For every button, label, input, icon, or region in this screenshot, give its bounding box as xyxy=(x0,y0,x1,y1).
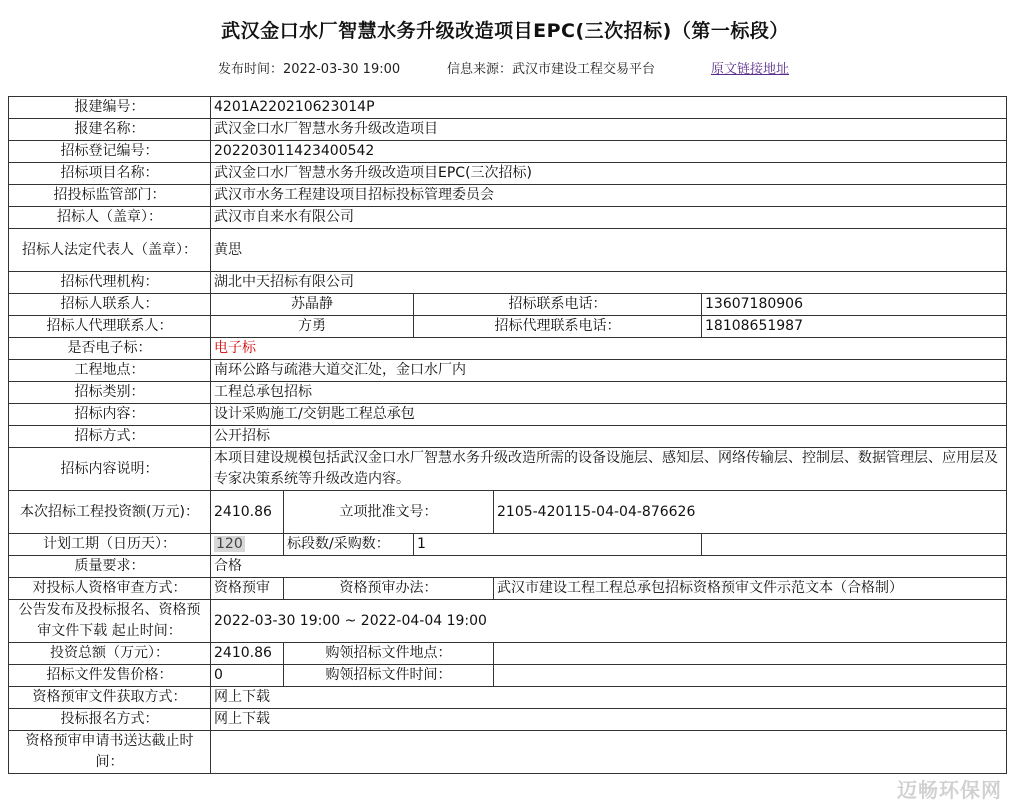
value-legal-rep: 黄思 xyxy=(211,229,1007,272)
value-tender-phone: 13607180906 xyxy=(702,294,1007,316)
label-tender-category: 招标类别： xyxy=(9,382,211,404)
label-document-time: 购领招标文件时间： xyxy=(284,665,494,687)
value-agency: 湖北中天招标有限公司 xyxy=(211,272,1007,294)
label-section-count: 标段数/采购数： xyxy=(284,534,414,556)
label-prequalification-method: 资格预审办法： xyxy=(284,578,494,600)
publish-time: 发布时间：2022-03-30 19:00 xyxy=(218,62,401,77)
value-registration-no: 20220301142340054​2 xyxy=(211,141,1007,163)
value-total-investment: 2410.86 xyxy=(211,643,284,665)
label-qualification-review: 对投标人资格审查方式： xyxy=(9,578,211,600)
table-row xyxy=(9,709,1007,731)
label-supervision-dept: 招投标监管部门： xyxy=(9,185,211,207)
site-watermark: 迈畅环保网 xyxy=(897,778,1002,802)
label-content-description: 招标内容说明： xyxy=(9,448,211,491)
value-electronic-bid: 电子标 xyxy=(211,338,1007,360)
table-row xyxy=(9,207,1007,229)
original-link[interactable]: 原文链接地址 xyxy=(711,62,790,77)
value-agent-phone: 18108651987 xyxy=(702,316,1007,338)
label-investment: 本次招标工程投资额(万元)： xyxy=(9,491,211,534)
value-section-count: 1 xyxy=(414,534,702,556)
info-source: 信息来源：武汉市建设工程交易平台 xyxy=(447,62,656,77)
value-location: 南环公路与疏港大道交汇处，金口水厂内 xyxy=(211,360,1007,382)
table-row xyxy=(9,426,1007,448)
table-row xyxy=(9,600,1007,643)
value-tenderer: 武汉市自来水有限公司 xyxy=(211,207,1007,229)
table-row xyxy=(9,578,1007,600)
label-registration-method: 投标报名方式： xyxy=(9,709,211,731)
label-total-investment: 投资总额（万元）： xyxy=(9,643,211,665)
tender-info-table xyxy=(8,96,1007,774)
label-tenderer: 招标人（盖章）： xyxy=(9,207,211,229)
table-row xyxy=(9,185,1007,207)
label-registration-no: 招标登记编号： xyxy=(9,141,211,163)
value-document-time xyxy=(494,665,1007,687)
label-agent-contact: 招标人代理联系人： xyxy=(9,316,211,338)
table-row xyxy=(9,163,1007,185)
value-prequalification-access: 网上下载 xyxy=(211,687,1007,709)
label-construction-no: 报建编号： xyxy=(9,97,211,119)
label-agent-phone: 招标代理联系电话： xyxy=(414,316,702,338)
table-row xyxy=(9,534,1007,556)
label-construction-name: 报建名称： xyxy=(9,119,211,141)
label-tender-content: 招标内容： xyxy=(9,404,211,426)
value-announcement-period: 2022-03-30 19:00 ~ 2022-04-04 19:00 xyxy=(211,600,1007,643)
table-row xyxy=(9,687,1007,709)
label-agency: 招标代理机构： xyxy=(9,272,211,294)
table-row xyxy=(9,382,1007,404)
label-document-price: 招标文件发售价格： xyxy=(9,665,211,687)
label-tenderer-contact: 招标人联系人： xyxy=(9,294,211,316)
label-quality: 质量要求： xyxy=(9,556,211,578)
value-investment: 2410.86 xyxy=(211,491,284,534)
value-construction-name: 武汉金口水厂智慧水务升级改造项目 xyxy=(211,119,1007,141)
label-duration: 计划工期（日历天）： xyxy=(9,534,211,556)
label-location: 工程地点： xyxy=(9,360,211,382)
label-document-location: 购领招标文件地点： xyxy=(284,643,494,665)
value-qualification-review: 资格预审 xyxy=(211,578,284,600)
label-application-deadline: 资格预审申请书送达截止时间： xyxy=(9,731,211,774)
value-duration-cell xyxy=(211,534,284,556)
value-quality: 合格 xyxy=(211,556,1007,578)
table-row xyxy=(9,316,1007,338)
table-row xyxy=(9,119,1007,141)
value-document-price: 0 xyxy=(211,665,284,687)
table-row xyxy=(9,338,1007,360)
label-tender-phone: 招标联系电话： xyxy=(414,294,702,316)
value-approval-no: 2105-420115-04-04-876626 xyxy=(494,491,1007,534)
value-agent-contact: 方勇 xyxy=(211,316,414,338)
value-application-deadline xyxy=(211,731,1007,774)
value-duration: 120 xyxy=(216,536,243,552)
value-document-location xyxy=(494,643,1007,665)
table-row xyxy=(9,97,1007,119)
value-prequalification-method: 武汉市建设工程工程总承包招标资格预审文件示范文本（合格制） xyxy=(494,578,1007,600)
table-row xyxy=(9,141,1007,163)
value-tender-category: 工程总承包招标 xyxy=(211,382,1007,404)
table-row xyxy=(9,643,1007,665)
empty-cell xyxy=(702,534,1007,556)
table-row xyxy=(9,404,1007,426)
label-electronic-bid: 是否电子标： xyxy=(9,338,211,360)
table-row xyxy=(9,491,1007,534)
label-announcement-period: 公告发布及投标报名、资格预审文件下载 起止时间： xyxy=(9,600,211,643)
value-project-name: 武汉金口水厂智慧水务升级改造项目EPC(三次招标) xyxy=(211,163,1007,185)
table-row xyxy=(9,448,1007,491)
table-row xyxy=(9,665,1007,687)
value-construction-no: 4201A220210623014P xyxy=(211,97,1007,119)
value-tender-method: 公开招标 xyxy=(211,426,1007,448)
value-registration-method: 网上下载 xyxy=(211,709,1007,731)
label-legal-rep: 招标人法定代表人（盖章）： xyxy=(9,229,211,272)
value-supervision-dept: 武汉市水务工程建设项目招标投标管理委员会 xyxy=(211,185,1007,207)
label-project-name: 招标项目名称： xyxy=(9,163,211,185)
value-tenderer-contact: 苏晶静 xyxy=(211,294,414,316)
page-title: 武汉金口水厂智慧水务升级改造项目EPC(三次招标)（第一标段） xyxy=(221,20,789,42)
value-tender-content: 设计采购施工/交钥匙工程总承包 xyxy=(211,404,1007,426)
table-row xyxy=(9,731,1007,774)
table-row xyxy=(9,272,1007,294)
table-row xyxy=(9,294,1007,316)
label-approval-no: 立项批准文号： xyxy=(284,491,494,534)
label-tender-method: 招标方式： xyxy=(9,426,211,448)
table-row xyxy=(9,229,1007,272)
table-row xyxy=(9,556,1007,578)
table-row xyxy=(9,360,1007,382)
value-content-description: 本项目建设规模包括武汉金口水厂智慧水务升级改造所需的设备设施层、感知层、网络传输层、控制层、数据管理层、应用层及专家决策系统等升级改造内容。 xyxy=(211,448,1007,491)
meta-bar xyxy=(0,58,1010,78)
label-prequalification-access: 资格预审文件获取方式： xyxy=(9,687,211,709)
